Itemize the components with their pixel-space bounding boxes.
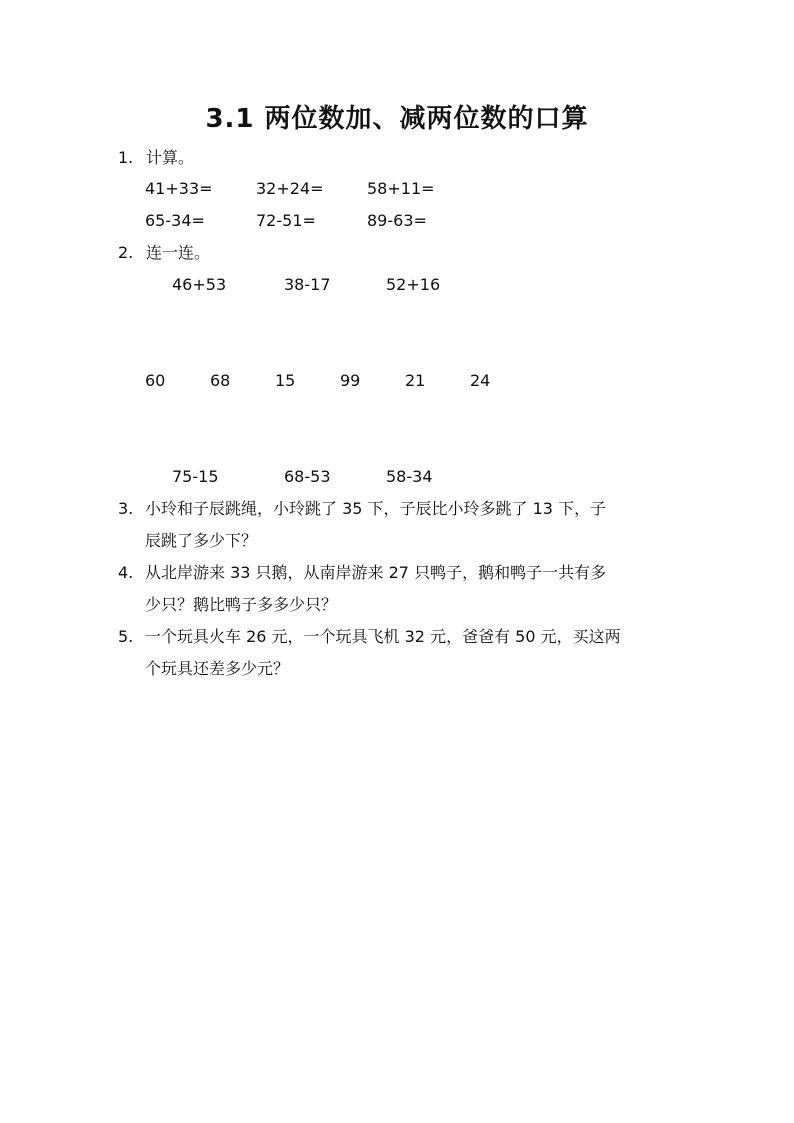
match-top-expression: 38-17 bbox=[284, 275, 331, 294]
question-4-text bbox=[145, 557, 606, 621]
question-1-number: 1. bbox=[118, 148, 134, 167]
match-bottom-expression: 68-53 bbox=[284, 467, 331, 486]
match-top-expression: 52+16 bbox=[386, 275, 441, 294]
question-4-line: 少只？鹅比鸭子多多少只？ bbox=[145, 595, 338, 614]
question-4-line: 从北岸游来 33 只鹅，从南岸游来 27 只鸭子，鹅和鸭子一共有多 bbox=[145, 563, 607, 582]
question-5-number: 5. bbox=[118, 627, 134, 646]
q1-expression: 89-63= bbox=[367, 211, 427, 230]
match-number: 21 bbox=[405, 371, 426, 390]
question-5-line: 一个玩具火车 26 元，一个玩具飞机 32 元，爸爸有 50 元，买这两 bbox=[145, 627, 621, 646]
match-number: 24 bbox=[470, 371, 491, 390]
question-4-number: 4. bbox=[118, 563, 134, 582]
question-2-number: 2. bbox=[118, 243, 134, 262]
match-number: 15 bbox=[275, 371, 296, 390]
question-1-label: 计算。 bbox=[146, 148, 195, 167]
question-3-text bbox=[145, 493, 606, 557]
question-2-label: 连一连。 bbox=[146, 243, 211, 262]
question-3-line: 小玲和子辰跳绳，小玲跳了 35 下，子辰比小玲多跳了 13 下，子 bbox=[145, 499, 607, 518]
question-3-line: 辰跳了多少下？ bbox=[145, 531, 258, 550]
page-title: 3.1 两位数加、减两位数的口算 bbox=[205, 104, 589, 134]
q1-expression: 72-51= bbox=[256, 211, 316, 230]
match-bottom-expression: 58-34 bbox=[386, 467, 433, 486]
match-top-expression: 46+53 bbox=[172, 275, 227, 294]
match-bottom-expression: 75-15 bbox=[172, 467, 219, 486]
question-5-line: 个玩具还差多少元？ bbox=[145, 659, 290, 678]
question-5-text bbox=[145, 621, 621, 685]
q1-expression: 58+11= bbox=[367, 179, 435, 198]
q1-expression: 32+24= bbox=[256, 179, 324, 198]
match-number: 68 bbox=[210, 371, 231, 390]
question-3-number: 3. bbox=[118, 499, 134, 518]
q1-expression: 41+33= bbox=[145, 179, 213, 198]
q1-expression: 65-34= bbox=[145, 211, 205, 230]
match-number: 99 bbox=[340, 371, 361, 390]
match-number: 60 bbox=[145, 371, 166, 390]
